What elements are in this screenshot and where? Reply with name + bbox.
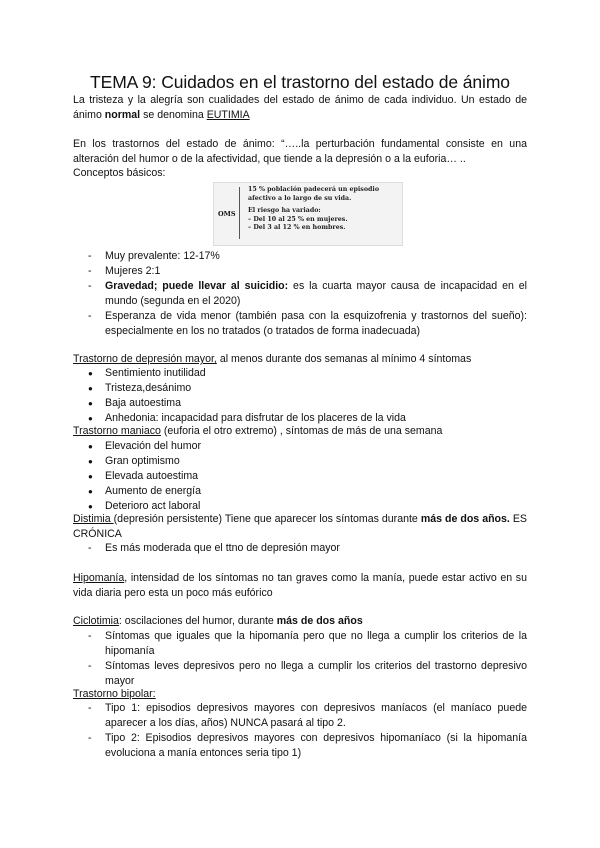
- list-item: - Síntomas que iguales que la hipomanía pero que no llega a cumplir los criterios de la hipomanía: [73, 629, 527, 659]
- ciclotimia-heading: [73, 614, 527, 629]
- distimia-paragraph: [73, 512, 527, 542]
- item-text: es la cuarta mayor causa de incapacidad en el mundo (segunda en el 2020): [105, 280, 527, 307]
- trastornos-paragraph: En los trastornos del estado de ánimo: “…..la perturbación fundamental consiste en una alteración del humor o de la afectividad, que tiende a la depresión o a la euforia… ..: [73, 138, 527, 165]
- heading-underlined: Trastorno de depresión mayor,: [73, 353, 217, 365]
- oms-text: [248, 186, 398, 233]
- intro-text: La tristeza y la alegría son cualidades del estado de ánimo de cada individuo. Un estado de ánimo: [73, 94, 527, 121]
- list-item: ● Elevada autoestima: [73, 469, 527, 484]
- intro-text-2: se denomina: [140, 109, 207, 121]
- heading-rest: (euforia el otro extremo) , síntomas de más de una semana: [160, 425, 443, 437]
- bipolar-list: [73, 701, 527, 761]
- hipomania-paragraph: [73, 571, 527, 601]
- list-item: - Muy prevalente: 12-17%: [73, 249, 527, 264]
- intro-paragraph: [73, 93, 527, 123]
- oms-image: [213, 182, 403, 246]
- intro-bold: normal: [104, 109, 141, 121]
- paragraph-text: (depresión persistente) Tiene que aparecer los síntomas durante: [113, 513, 421, 525]
- bold-text: más de dos años.: [420, 513, 510, 525]
- list-item: ● Baja autoestima: [73, 396, 527, 411]
- heading-rest: al menos durante dos semanas al mínimo 4 síntomas: [216, 353, 472, 365]
- heading-underlined: Hipomanía: [73, 572, 125, 584]
- maniaco-heading: [73, 424, 527, 439]
- list-item: ● Deterioro act laboral: [73, 499, 527, 514]
- depresion-list: [73, 366, 527, 426]
- list-item: ● Gran optimismo: [73, 454, 527, 469]
- list-item: ● Anhedonia: incapacidad para disfrutar de los placeres de la vida: [73, 411, 527, 426]
- bipolar-heading: Trastorno bipolar:: [73, 688, 156, 700]
- oms-line: El riesgo ha variado:: [248, 207, 321, 214]
- oms-line: 15 % población padecerá un episodio: [248, 186, 380, 193]
- oms-line: afectivo a lo largo de su vida.: [248, 194, 352, 202]
- list-item: - Síntomas leves depresivos pero no llega a cumplir los criterios del trastorno depresivo mayor: [73, 659, 527, 689]
- list-item: ● Sentimiento inutilidad: [73, 366, 527, 381]
- brace-icon: [239, 187, 244, 239]
- list-item: - Tipo 2: Episodios depresivos mayores con depresivos hipomaníaco (si la hipomanía evoluciona a manía entonces seria tipo 1): [73, 731, 527, 761]
- oms-label: OMS: [218, 210, 236, 218]
- oms-line: – Del 3 al 12 % en hombres.: [248, 224, 346, 231]
- eutimia-term: EUTIMIA: [206, 109, 250, 121]
- heading-underlined: Ciclotimia: [73, 615, 119, 627]
- list-item: - Esperanza de vida menor (también pasa con la esquizofrenia y trastornos del sueño): especialmente en los no tratados (o tratados de forma inadecuada): [73, 309, 527, 339]
- bold-text: más de dos años: [276, 615, 363, 627]
- basics-list: [73, 249, 527, 339]
- bold-text: Gravedad; puede llevar al suicidio:: [105, 280, 289, 292]
- heading-rest: : oscilaciones del humor, durante: [118, 615, 277, 627]
- heading-underlined: Distimia: [73, 513, 114, 525]
- depresion-heading: [73, 352, 527, 367]
- list-item: [73, 279, 527, 309]
- paragraph-text: , intensidad de los síntomas no tan graves como la manía, puede estar activo en su vida diaria pero esta un poco más eufórico: [73, 572, 527, 599]
- paragraph-text-2: ES CRÓNICA: [73, 513, 527, 540]
- oms-line: – Del 10 al 25 % en mujeres.: [248, 215, 348, 223]
- heading-underlined: Trastorno maniaco: [73, 425, 161, 437]
- list-item: - Es más moderada que el ttno de depresión mayor: [73, 541, 527, 556]
- page-title: TEMA 9: Cuidados en el trastorno del estado de ánimo: [90, 72, 510, 92]
- list-item: - Mujeres 2:1: [73, 264, 527, 279]
- ciclotimia-list: [73, 629, 527, 689]
- list-item: ● Elevación del humor: [73, 439, 527, 454]
- list-item: - Tipo 1: episodios depresivos mayores con depresivos maníacos (el maníaco puede aparecer a los días, años) NUNCA pasará al tipo 2.: [73, 701, 527, 731]
- conceptos-label: Conceptos básicos:: [73, 167, 166, 179]
- maniaco-list: [73, 439, 527, 514]
- distimia-list: [73, 541, 527, 556]
- list-item: ● Tristeza,desánimo: [73, 381, 527, 396]
- list-item: ● Aumento de energía: [73, 484, 527, 499]
